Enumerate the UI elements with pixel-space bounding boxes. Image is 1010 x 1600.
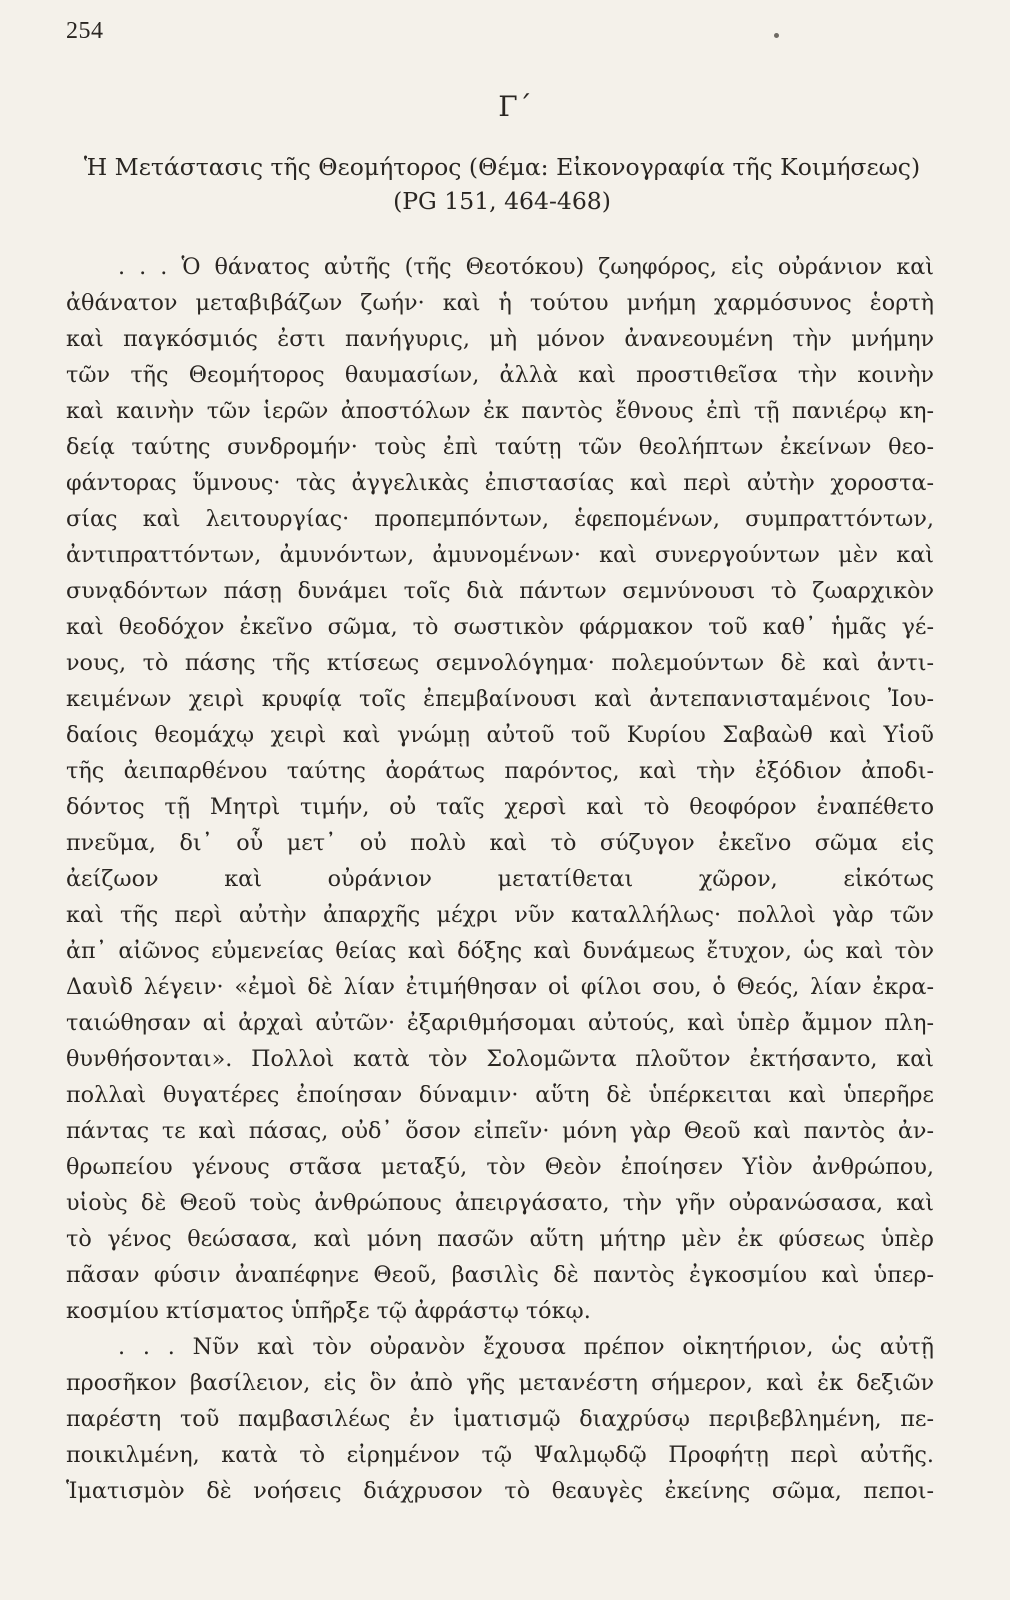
text-line: καὶ παγκόσμιός ἐστι πανήγυρις, μὴ μόνον ἀνανεουμένη τὴν μνήμην [66, 326, 934, 352]
text-line: Δαυὶδ λέγειν· «ἐμοὶ δὲ λίαν ἐτιμήθησαν οἱ φίλοι σου, ὁ Θεός, λίαν ἐκρα- [66, 974, 934, 1000]
text-line: . . . Ὁ θάνατος αὐτῆς (τῆς Θεοτόκου) ζωηφόρος, εἰς οὐράνιον καὶ [118, 254, 934, 280]
text-line: πνεῦμα, δι᾽ οὗ μετ᾽ οὐ πολὺ καὶ τὸ σύζυγον ἐκεῖνο σῶμα εἰς [66, 830, 934, 856]
text-line: πάντας τε καὶ πάσας, οὐδ᾽ ὅσον εἰπεῖν· μόνη γὰρ Θεοῦ καὶ παντὸς ἀν- [66, 1118, 934, 1144]
text-line: συνᾳδόντων πάσῃ δυνάμει τοῖς διὰ πάντων σεμνύνουσι τὸ ζωαρχικὸν [66, 578, 934, 604]
text-line: παρέστη τοῦ παμβασιλέως ἐν ἱματισμῷ διαχρύσῳ περιβεβλημένη, πε- [66, 1406, 934, 1432]
text-line: . . . Νῦν καὶ τὸν οὐρανὸν ἔχουσα πρέπον οἰκητήριον, ὡς αὐτῇ [118, 1334, 934, 1360]
text-line: τῶν τῆς Θεομήτορος θαυμασίων, ἀλλὰ καὶ προστιθεῖσα τὴν κοινὴν [66, 362, 934, 388]
text-line: κοσμίου κτίσματος ὑπῆρξε τῷ ἀφράστῳ τόκῳ. [66, 1298, 591, 1324]
ink-speck [774, 33, 779, 38]
text-line: κειμένων χειρὶ κρυφίᾳ τοῖς ἐπεμβαίνουσι καὶ ἀντεπανισταμένοις Ἰου- [66, 686, 934, 712]
text-line: καὶ καινὴν τῶν ἱερῶν ἀποστόλων ἐκ παντὸς ἔθνους ἐπὶ τῇ πανιέρῳ κη- [66, 398, 934, 424]
section-letter: Γ΄ [498, 90, 532, 123]
text-line: καὶ θεοδόχον ἐκεῖνο σῶμα, τὸ σωστικὸν φάρμακον τοῦ καθ᾽ ἡμᾶς γέ- [66, 614, 934, 640]
page-number: 254 [66, 18, 104, 44]
text-line: πολλαὶ θυγατέρες ἐποίησαν δύναμιν· αὕτη δὲ ὑπέρκειται καὶ ὑπερῆρε [66, 1082, 934, 1108]
source-reference: (PG 151, 464-468) [393, 187, 611, 215]
text-line: προσῆκον βασίλειον, εἰς ὃν ἀπὸ γῆς μετανέστη σήμερον, καὶ ἐκ δεξιῶν [66, 1370, 934, 1396]
text-line: τὸ γένος θεώσασα, καὶ μόνη πασῶν αὕτη μήτηρ μὲν ἐκ φύσεως ὑπὲρ [66, 1226, 934, 1252]
text-line: νους, τὸ πάσης τῆς κτίσεως σεμνολόγημα· πολεμούντων δὲ καὶ ἀντι- [66, 650, 934, 676]
text-line: θυνθήσονται». Πολλοὶ κατὰ τὸν Σολομῶντα πλοῦτον ἐκτήσαντο, καὶ [66, 1046, 934, 1072]
text-line: ἀείζωον καὶ οὐράνιον μετατίθεται χῶρον, εἰκότως [66, 866, 934, 892]
text-line: ταιώθησαν αἱ ἀρχαὶ αὐτῶν· ἐξαριθμήσομαι αὐτούς, καὶ ὑπὲρ ἄμμον πλη- [66, 1010, 934, 1036]
text-line: δαίοις θεομάχῳ χειρὶ καὶ γνώμῃ αὐτοῦ τοῦ Κυρίου Σαβαὼθ καὶ Υἱοῦ [66, 722, 934, 748]
text-line: ἀθάνατον μεταβιβάζων ζωήν· καὶ ἡ τούτου μνήμη χαρμόσυνος ἑορτὴ [66, 290, 934, 316]
text-line: δόντος τῇ Μητρὶ τιμήν, οὐ ταῖς χερσὶ καὶ τὸ θεοφόρον ἐναπέθετο [66, 794, 934, 820]
text-line: ἀντιπραττόντων, ἀμυνόντων, ἀμυνομένων· καὶ συνεργούντων μὲν καὶ [66, 542, 934, 568]
text-line: ἀπ᾽ αἰῶνος εὐμενείας θείας καὶ δόξης καὶ δυνάμεως ἔτυχον, ὡς καὶ τὸν [66, 938, 934, 964]
text-line: σίας καὶ λειτουργίας· προπεμπόντων, ἑφεπομένων, συμπραττόντων, [66, 506, 934, 532]
text-line: θρωπείου γένους στᾶσα μεταξύ, τὸν Θεὸν ἐποίησεν Υἱὸν ἀνθρώπου, [66, 1154, 934, 1180]
section-heading: Ἡ Μετάστασις τῆς Θεομήτορος (Θέμα: Εἰκονογραφία τῆς Κοιμήσεως) [83, 153, 921, 181]
text-line: υἱοὺς δὲ Θεοῦ τοὺς ἀνθρώπους ἀπειργάσατο, τὴν γῆν οὐρανώσασα, καὶ [66, 1190, 934, 1216]
text-line: Ἱματισμὸν δὲ νοήσεις διάχρυσον τὸ θεαυγὲς ἐκείνης σῶμα, πεποι- [66, 1478, 934, 1504]
text-line: δείᾳ ταύτης συνδρομήν· τοὺς ἐπὶ ταύτῃ τῶν θεολήπτων ἐκείνων θεο- [66, 434, 934, 460]
text-line: πᾶσαν φύσιν ἀναπέφηνε Θεοῦ, βασιλὶς δὲ παντὸς ἐγκοσμίου καὶ ὑπερ- [66, 1262, 934, 1288]
text-line: καὶ τῆς περὶ αὐτὴν ἀπαρχῆς μέχρι νῦν καταλλήλως· πολλοὶ γὰρ τῶν [66, 902, 934, 928]
text-line: τῆς ἀειπαρθένου ταύτης ἀοράτως παρόντος, καὶ τὴν ἐξόδιον ἀποδι- [66, 758, 934, 784]
text-line: ποικιλμένη, κατὰ τὸ εἰρημένον τῷ Ψαλμῳδῷ Προφήτῃ περὶ αὐτῆς. [66, 1442, 934, 1468]
text-line: φάντορας ὕμνους· τὰς ἀγγελικὰς ἐπιστασίας καὶ περὶ αὐτὴν χοροστα- [66, 470, 934, 496]
